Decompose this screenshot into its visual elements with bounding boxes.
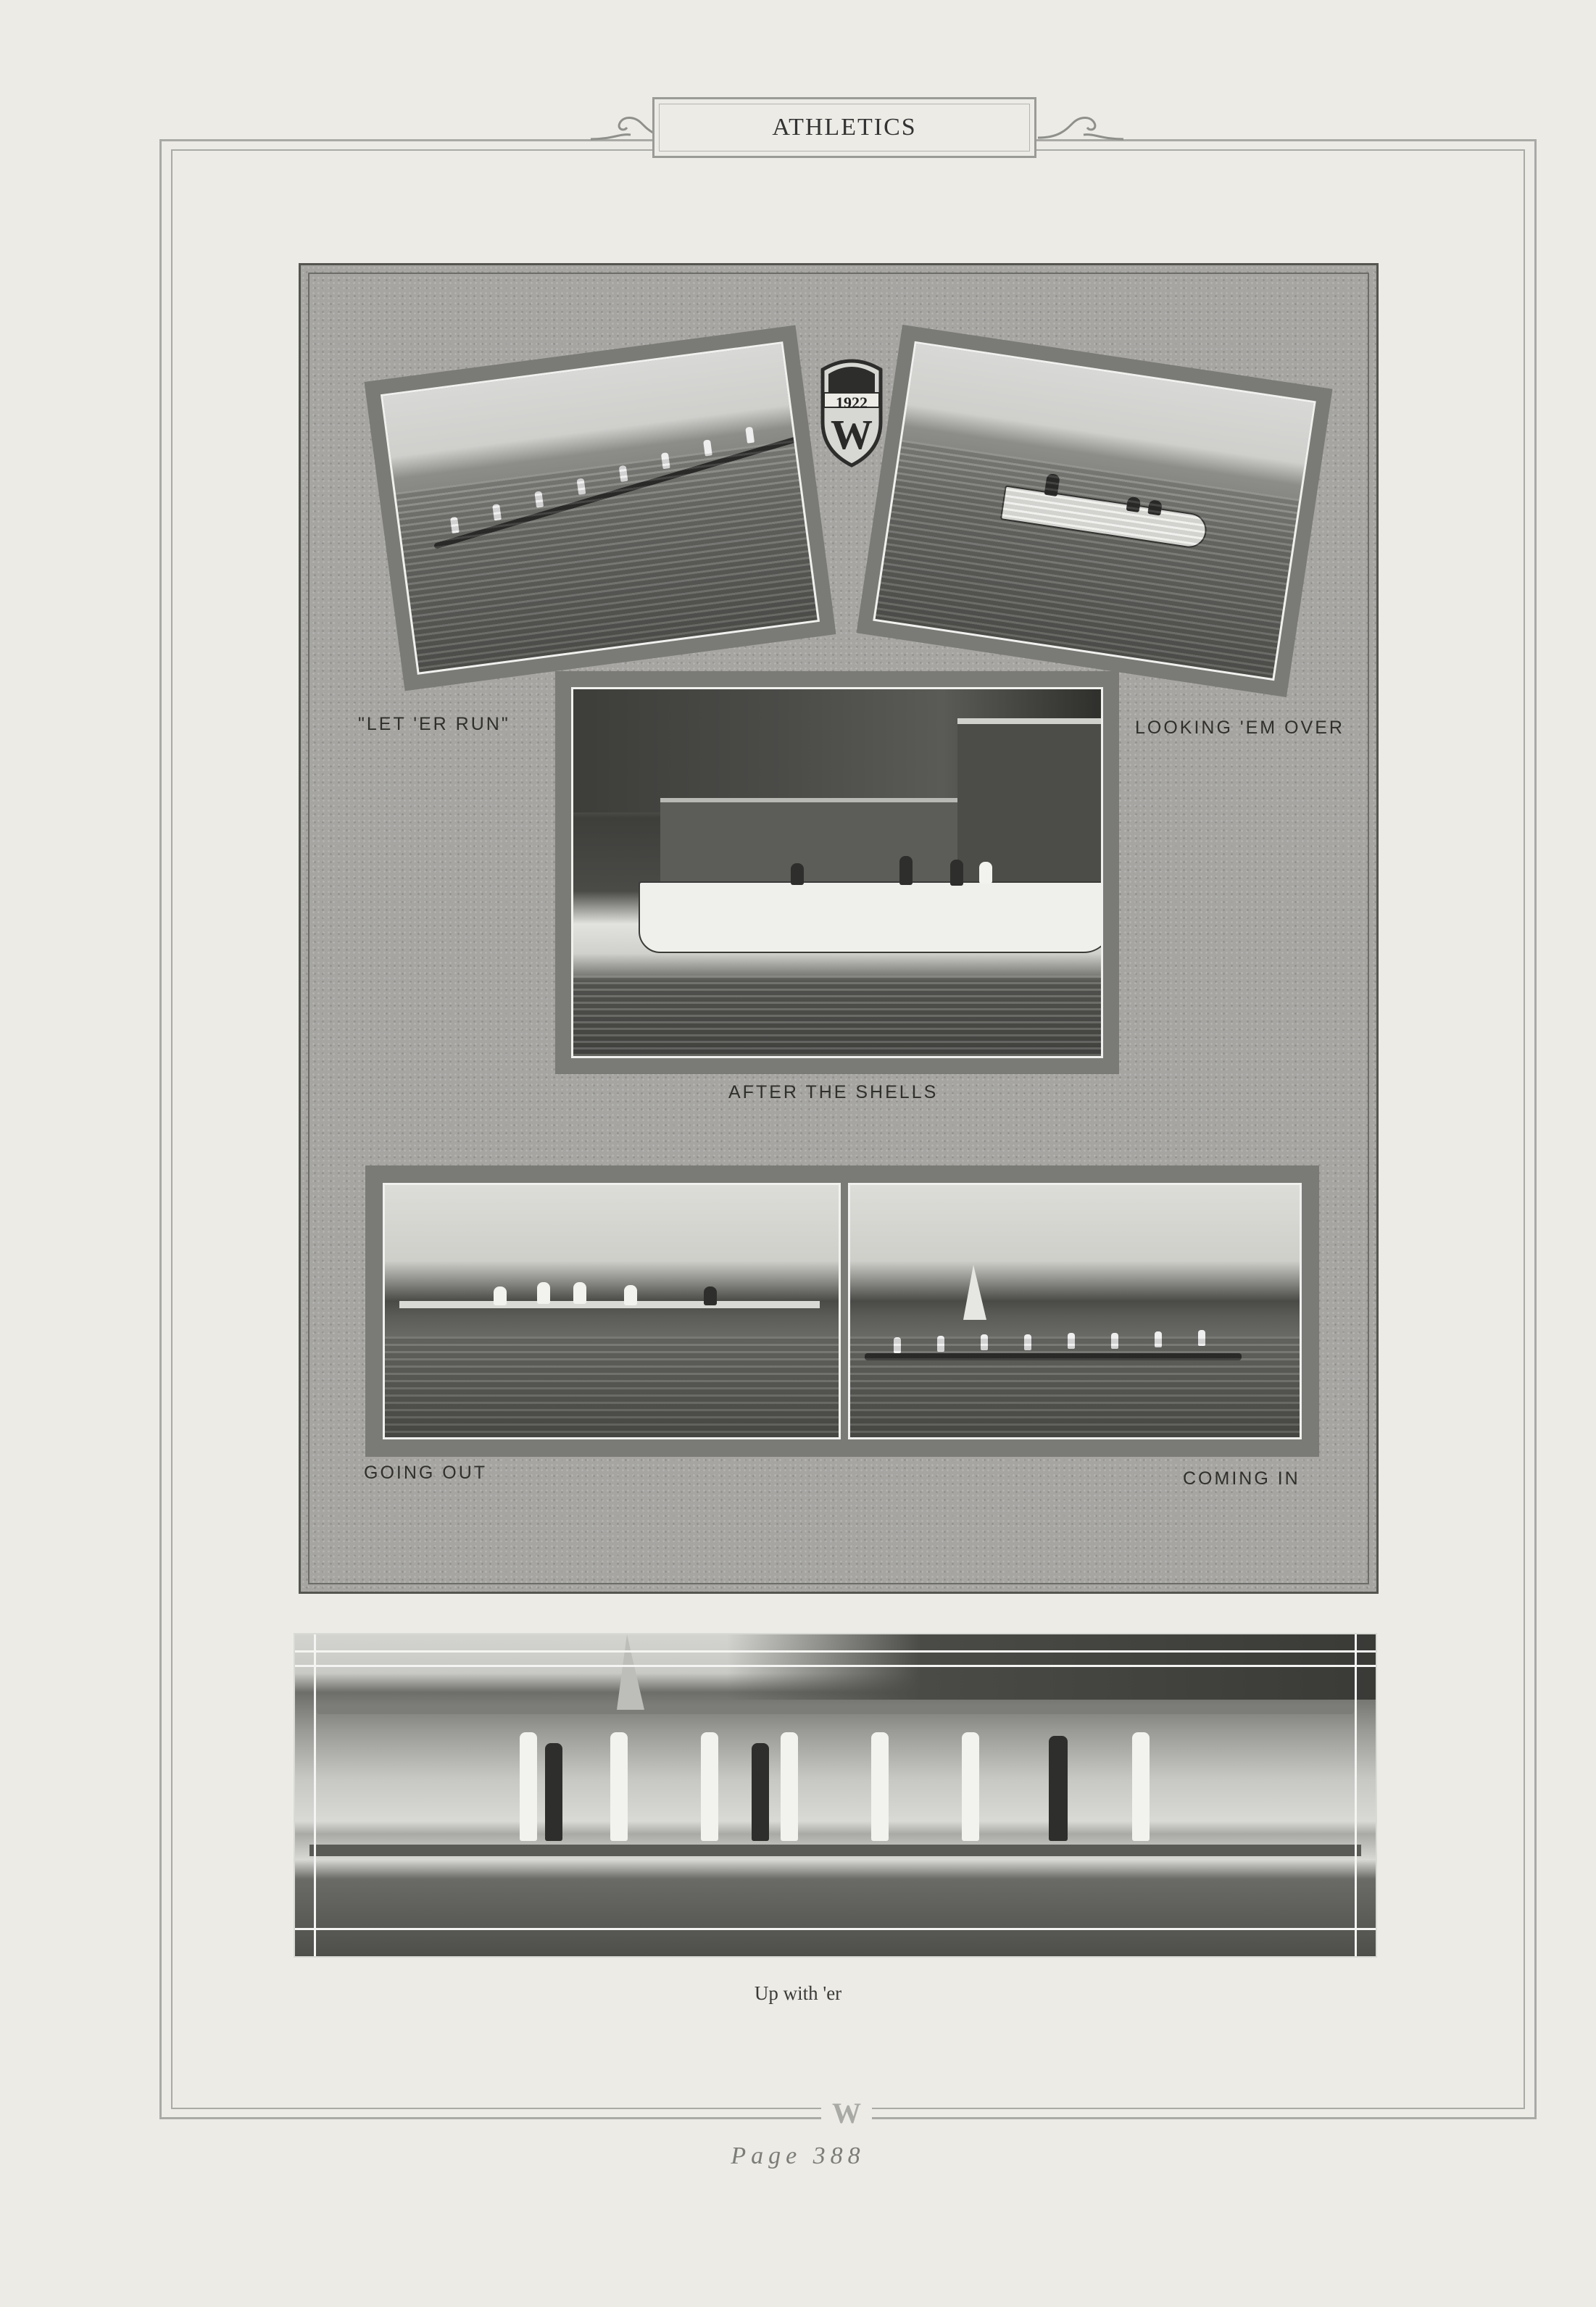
photo-lets-er-run bbox=[365, 325, 836, 691]
footer-mark: W bbox=[832, 2097, 861, 2129]
caption-lets-er-run: "LET 'ER RUN" bbox=[358, 714, 510, 734]
emblem-letter: W bbox=[831, 411, 873, 458]
caption-looking-em-over: LOOKING 'EM OVER bbox=[1135, 718, 1344, 738]
photo-up-with-er bbox=[294, 1633, 1377, 1958]
photo-going-out bbox=[383, 1183, 841, 1439]
caption-after-the-shells: AFTER THE SHELLS bbox=[728, 1082, 939, 1102]
bottom-photo-mat bbox=[365, 1165, 1319, 1457]
caption-going-out: GOING OUT bbox=[364, 1463, 488, 1483]
photo-after-the-shells bbox=[555, 671, 1119, 1074]
page-title: ATHLETICS bbox=[772, 114, 917, 141]
photo-looking-em-over bbox=[857, 325, 1333, 697]
photo-coming-in bbox=[848, 1183, 1302, 1439]
caption-coming-in: COMING IN bbox=[1183, 1468, 1300, 1489]
header-cartouche bbox=[652, 97, 1036, 158]
caption-up-with-er: Up with 'er bbox=[754, 1982, 842, 2004]
emblem-year: 1922 bbox=[836, 394, 868, 412]
scroll-ornament-right bbox=[1036, 109, 1123, 142]
page-number: Page 388 bbox=[731, 2142, 865, 2169]
